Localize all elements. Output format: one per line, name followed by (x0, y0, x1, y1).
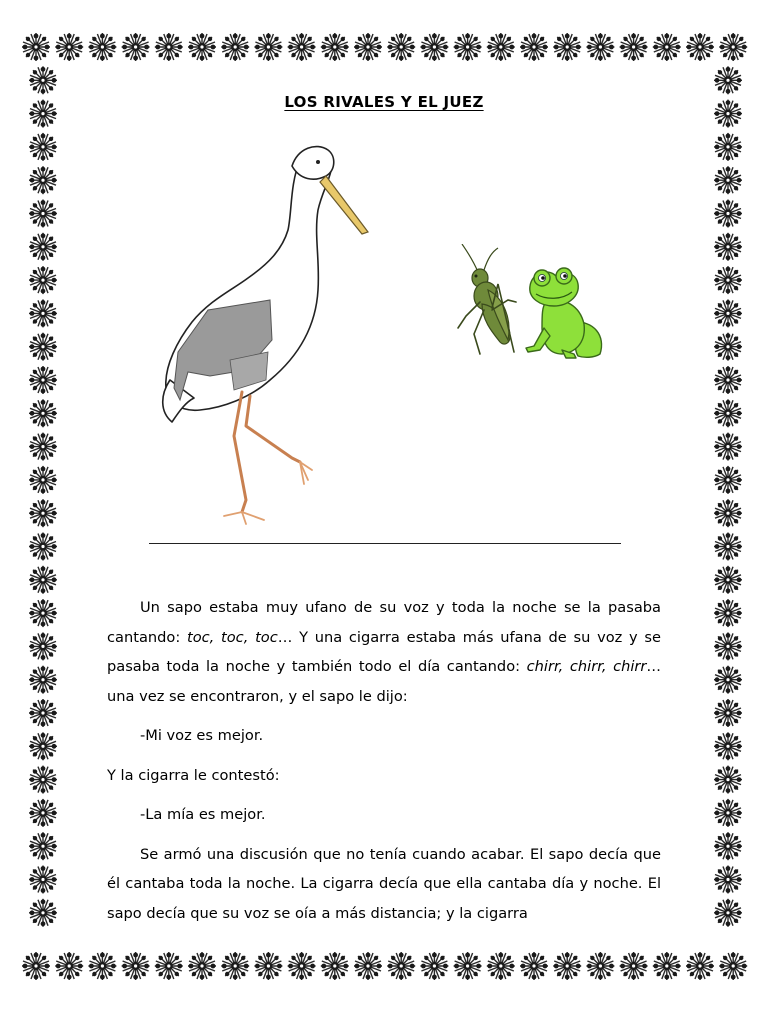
story-paragraph: -La mía es mejor. (140, 806, 266, 823)
border-flake-icon (454, 33, 482, 61)
border-flake-icon (487, 33, 515, 61)
border-flake-icon (714, 732, 742, 760)
border-flake-icon (188, 952, 216, 980)
border-flake-icon (29, 166, 57, 194)
border-flake-icon (714, 133, 742, 161)
border-flake-icon (29, 599, 57, 627)
border-flake-icon (354, 952, 382, 980)
border-flake-icon (714, 333, 742, 361)
border-flake-icon (29, 699, 57, 727)
border-flake-icon (520, 952, 548, 980)
border-flake-icon (714, 866, 742, 894)
border-flake-icon (653, 33, 681, 61)
border-flake-icon (88, 952, 116, 980)
border-flake-icon (586, 952, 614, 980)
border-flake-icon (714, 599, 742, 627)
frog-illustration (522, 266, 606, 362)
border-flake-icon (620, 33, 648, 61)
border-flake-icon (29, 399, 57, 427)
cicada-sound: chirr, chirr, chirr (526, 658, 647, 675)
border-flake-icon (29, 133, 57, 161)
page-title-text: LOS RIVALES Y EL JUEZ (284, 93, 484, 111)
border-flake-icon (387, 952, 415, 980)
border-flake-icon (420, 952, 448, 980)
bottom-border (0, 940, 768, 1020)
border-flake-icon (714, 166, 742, 194)
border-flake-icon (487, 952, 515, 980)
border-flake-icon (714, 566, 742, 594)
border-flake-icon (553, 952, 581, 980)
border-flake-icon (29, 366, 57, 394)
page-title (0, 93, 768, 111)
border-flake-icon (714, 832, 742, 860)
border-flake-icon (714, 299, 742, 327)
border-flake-icon (586, 33, 614, 61)
border-flake-icon (29, 832, 57, 860)
story-body (107, 593, 661, 928)
border-flake-icon (387, 33, 415, 61)
border-flake-icon (714, 466, 742, 494)
border-flake-icon (29, 333, 57, 361)
border-flake-icon (88, 33, 116, 61)
top-border (0, 0, 768, 80)
border-flake-icon (714, 200, 742, 228)
border-flake-icon (553, 33, 581, 61)
border-flake-icon (420, 33, 448, 61)
story-paragraph: -Mi voz es mejor. (140, 727, 264, 744)
right-border (688, 0, 768, 1024)
border-flake-icon (29, 200, 57, 228)
border-flake-icon (620, 952, 648, 980)
border-flake-icon (714, 433, 742, 461)
grasshopper-illustration (452, 244, 524, 362)
border-flake-icon (221, 33, 249, 61)
border-flake-icon (714, 399, 742, 427)
border-flake-icon (29, 533, 57, 561)
border-flake-icon (29, 799, 57, 827)
border-flake-icon (714, 266, 742, 294)
border-flake-icon (288, 33, 316, 61)
border-flake-icon (714, 499, 742, 527)
border-flake-icon (454, 952, 482, 980)
border-flake-icon (714, 799, 742, 827)
border-flake-icon (29, 66, 57, 94)
border-flake-icon (155, 952, 183, 980)
story-paragraph: Y la cigarra le contestó: (107, 766, 280, 784)
border-flake-icon (714, 366, 742, 394)
border-flake-icon (29, 466, 57, 494)
border-flake-icon (254, 33, 282, 61)
left-border (0, 0, 80, 1024)
border-flake-icon (714, 632, 742, 660)
border-flake-icon (29, 766, 57, 794)
story-paragraph: Un sapo estaba muy ufano de su voz y toda la noche se la pasaba cantando: toc, toc, toc… Y una cigarra estaba más ufana de su voz y se pasaba toda la noche y también todo el día cantando: chirr, chirr, chirr… una vez se encontraron, y el sapo le dijo: (107, 599, 662, 705)
border-flake-icon (29, 499, 57, 527)
border-flake-icon (29, 632, 57, 660)
stork-illustration (150, 140, 380, 532)
border-flake-icon (354, 33, 382, 61)
border-flake-icon (714, 699, 742, 727)
border-flake-icon (29, 666, 57, 694)
border-flake-icon (155, 33, 183, 61)
divider-line (149, 543, 621, 544)
border-flake-icon (714, 533, 742, 561)
border-flake-icon (188, 33, 216, 61)
border-flake-icon (714, 766, 742, 794)
border-flake-icon (122, 33, 150, 61)
border-flake-icon (714, 66, 742, 94)
border-flake-icon (29, 299, 57, 327)
border-flake-icon (29, 866, 57, 894)
border-flake-icon (714, 899, 742, 927)
border-flake-icon (122, 952, 150, 980)
frog-sound: toc, toc, toc (186, 628, 278, 646)
border-flake-icon (29, 433, 57, 461)
border-flake-icon (520, 33, 548, 61)
border-flake-icon (221, 952, 249, 980)
story-paragraph: Se armó una discusión que no tenía cuando acabar. El sapo decía que él cantaba toda la noche. La cigarra decía que ella cantaba día y noche. El sapo decía que su voz se oía a más distancia; y la cigarra (107, 845, 661, 922)
border-flake-icon (653, 952, 681, 980)
border-flake-icon (321, 33, 349, 61)
border-flake-icon (29, 732, 57, 760)
border-flake-icon (288, 952, 316, 980)
border-flake-icon (29, 899, 57, 927)
border-flake-icon (254, 952, 282, 980)
border-flake-icon (29, 233, 57, 261)
border-flake-icon (714, 666, 742, 694)
border-flake-icon (321, 952, 349, 980)
border-flake-icon (714, 233, 742, 261)
border-flake-icon (29, 566, 57, 594)
border-flake-icon (29, 266, 57, 294)
